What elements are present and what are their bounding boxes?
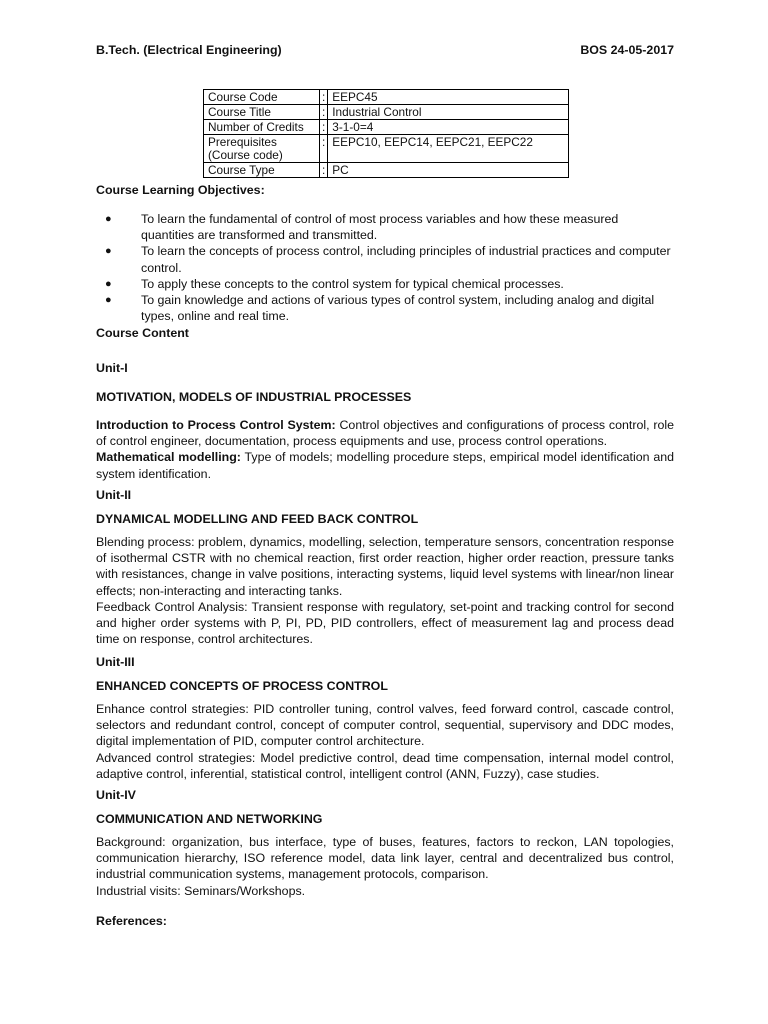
paragraph-lead: Introduction to Process Control System:: [96, 418, 336, 432]
course-content-heading: Course Content: [96, 326, 189, 340]
course-info-table: [203, 89, 569, 178]
paragraph: Feedback Control Analysis: Transient response with regulatory, set-point and tracking control for second and higher order systems with P, PI, PD, PID controllers, effect of measurement lag and process dead time on response, control architectures.: [96, 599, 674, 647]
table-row: [204, 120, 569, 135]
table-value: EEPC10, EEPC14, EEPC21, EEPC22: [328, 135, 569, 163]
bullet-icon: ●: [105, 294, 112, 307]
paragraph-text: Type of models; modelling procedure steps, empirical model identification and system identification.: [96, 450, 674, 481]
unit-1-body: [96, 417, 674, 482]
objectives-list: [96, 211, 674, 324]
table-value: 3-1-0=4: [328, 120, 569, 135]
bos-date: BOS 24-05-2017: [580, 43, 674, 57]
unit-2-label: Unit-II: [96, 488, 132, 502]
paragraph: Blending process: problem, dynamics, modelling, selection, temperature sensors, concentration response of isothermal CSTR with no chemical reaction, first order reaction, higher order reaction, pressure tanks with resistances, change in valve positions, interacting systems, liquid level systems with linear/non linear effects; non-interacting and interacting tanks.: [96, 535, 674, 598]
table-value: PC: [328, 163, 569, 178]
table-separator: :: [320, 105, 328, 120]
list-item: [96, 211, 674, 243]
unit-1-label: Unit-I: [96, 361, 128, 375]
list-item: [96, 243, 674, 275]
table-label: Number of Credits: [204, 120, 320, 135]
unit-4-title: COMMUNICATION AND NETWORKING: [96, 812, 323, 826]
paragraph: Advanced control strategies: Model predictive control, dead time compensation, internal model control, adaptive control, inferential, statistical control, intelligent control (ANN, Fuzzy), case studies.: [96, 750, 674, 781]
unit-4-label: Unit-IV: [96, 788, 136, 802]
program-title: B.Tech. (Electrical Engineering): [96, 43, 282, 57]
paragraph: Industrial visits: Seminars/Workshops.: [96, 883, 306, 898]
bullet-icon: ●: [105, 277, 112, 290]
table-label: Course Code: [204, 90, 320, 105]
unit-2-body: [96, 534, 674, 647]
list-item: [96, 292, 674, 324]
table-separator: :: [320, 90, 328, 105]
unit-4-body: [96, 834, 674, 899]
table-separator: :: [320, 163, 328, 178]
table-row: [204, 135, 569, 163]
bullet-icon: ●: [105, 213, 112, 225]
objective-text: To learn the fundamental of control of most process variables and how these measured quantities are transformed and transmitted.: [141, 212, 619, 243]
table-separator: :: [320, 120, 328, 135]
table-row: [204, 90, 569, 105]
paragraph: [96, 449, 674, 481]
table-label: Course Title: [204, 105, 320, 120]
table-value: Industrial Control: [328, 105, 569, 120]
unit-1-title: MOTIVATION, MODELS OF INDUSTRIAL PROCESSES: [96, 390, 412, 404]
objective-text: To gain knowledge and actions of various types of control system, including analog and digital types, online and real time.: [141, 293, 655, 324]
table-value: EEPC45: [328, 90, 569, 105]
unit-2-title: DYNAMICAL MODELLING AND FEED BACK CONTROL: [96, 512, 419, 526]
table-row: [204, 163, 569, 178]
list-item: [96, 276, 674, 292]
references-heading: References:: [96, 914, 167, 928]
bullet-icon: ●: [105, 245, 112, 258]
paragraph: Background: organization, bus interface, type of buses, features, factors to reckon, LAN topologies, communication hierarchy, ISO reference model, data link layer, central and decentralized bus control, industrial communication systems, management protocols, comparison.: [96, 835, 674, 882]
table-separator: :: [320, 135, 328, 163]
objectives-heading: Course Learning Objectives:: [96, 183, 265, 197]
objective-text: To apply these concepts to the control system for typical chemical processes.: [141, 276, 564, 291]
unit-3-body: [96, 701, 674, 782]
table-label: Prerequisites (Course code): [204, 135, 320, 163]
table-label: Course Type: [204, 163, 320, 178]
paragraph: Enhance control strategies: PID controller tuning, control valves, feed forward control, cascade control, selectors and redundant control, concept of computer control, sequential, supervisory and DDC modes, digital implementation of PID, computer control architecture.: [96, 702, 674, 749]
paragraph: [96, 417, 674, 449]
unit-3-label: Unit-III: [96, 655, 135, 669]
objective-text: To learn the concepts of process control, including principles of industrial practices and computer control.: [141, 244, 671, 275]
table-row: [204, 105, 569, 120]
paragraph-lead: Mathematical modelling:: [96, 450, 241, 465]
unit-3-title: ENHANCED CONCEPTS OF PROCESS CONTROL: [96, 679, 388, 693]
paragraph-text: Control objectives and configurations of process control, role of control engineer, documentation, process equipments and use, process control operations.: [96, 418, 675, 449]
